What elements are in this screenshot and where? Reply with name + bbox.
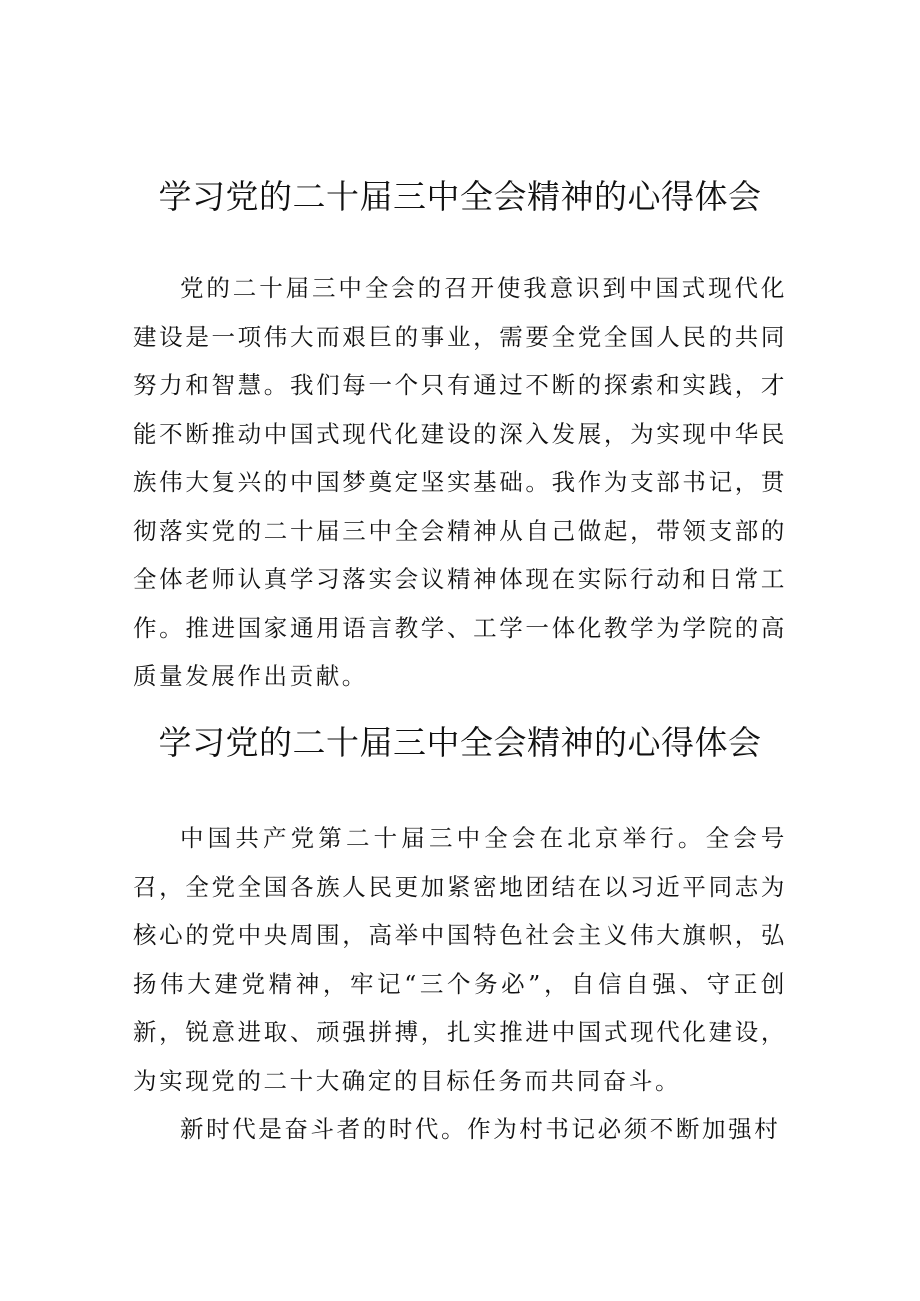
article-paragraph-1-1: 党的二十届三中全会的召开使我意识到中国式现代化建设是一项伟大而艰巨的事业，需要全党全国人民的共同努力和智慧。我们每一个只有通过不断的探索和实践，才能不断推动中国式现代化建设的深入发展，为实现中华民族伟大复兴的中国梦奠定坚实基础。我作为支部书记，贯彻落实党的二十届三中全会精神从自己做起，带领支部的全体老师认真学习落实会议精神体现在实际行动和日常工作。推进国家通用语言教学、工学一体化教学为学院的高质量发展作出贡献。: [133, 274, 787, 690]
article-section-1: [133, 172, 787, 701]
article-section-2: [133, 718, 787, 1154]
article-paragraph-2-1: 中国共产党第二十届三中全会在北京举行。全会号召，全党全国各族人民更加紧密地团结在以习近平同志为核心的党中央周围，高举中国特色社会主义伟大旗帜，弘扬伟大建党精神，牢记“三个务必”，自信自强、守正创新，锐意进取、顽强拼搏，扎实推进中国式现代化建设，为实现党的二十大确定的目标任务而共同奋斗。: [133, 824, 787, 1095]
article-title-1: 学习党的二十届三中全会精神的心得体会: [158, 177, 762, 216]
article-paragraph-2-2: 新时代是奋斗者的时代。作为村书记必须不断加强村: [180, 1115, 781, 1143]
article-title-2: 学习党的二十届三中全会精神的心得体会: [158, 723, 762, 762]
